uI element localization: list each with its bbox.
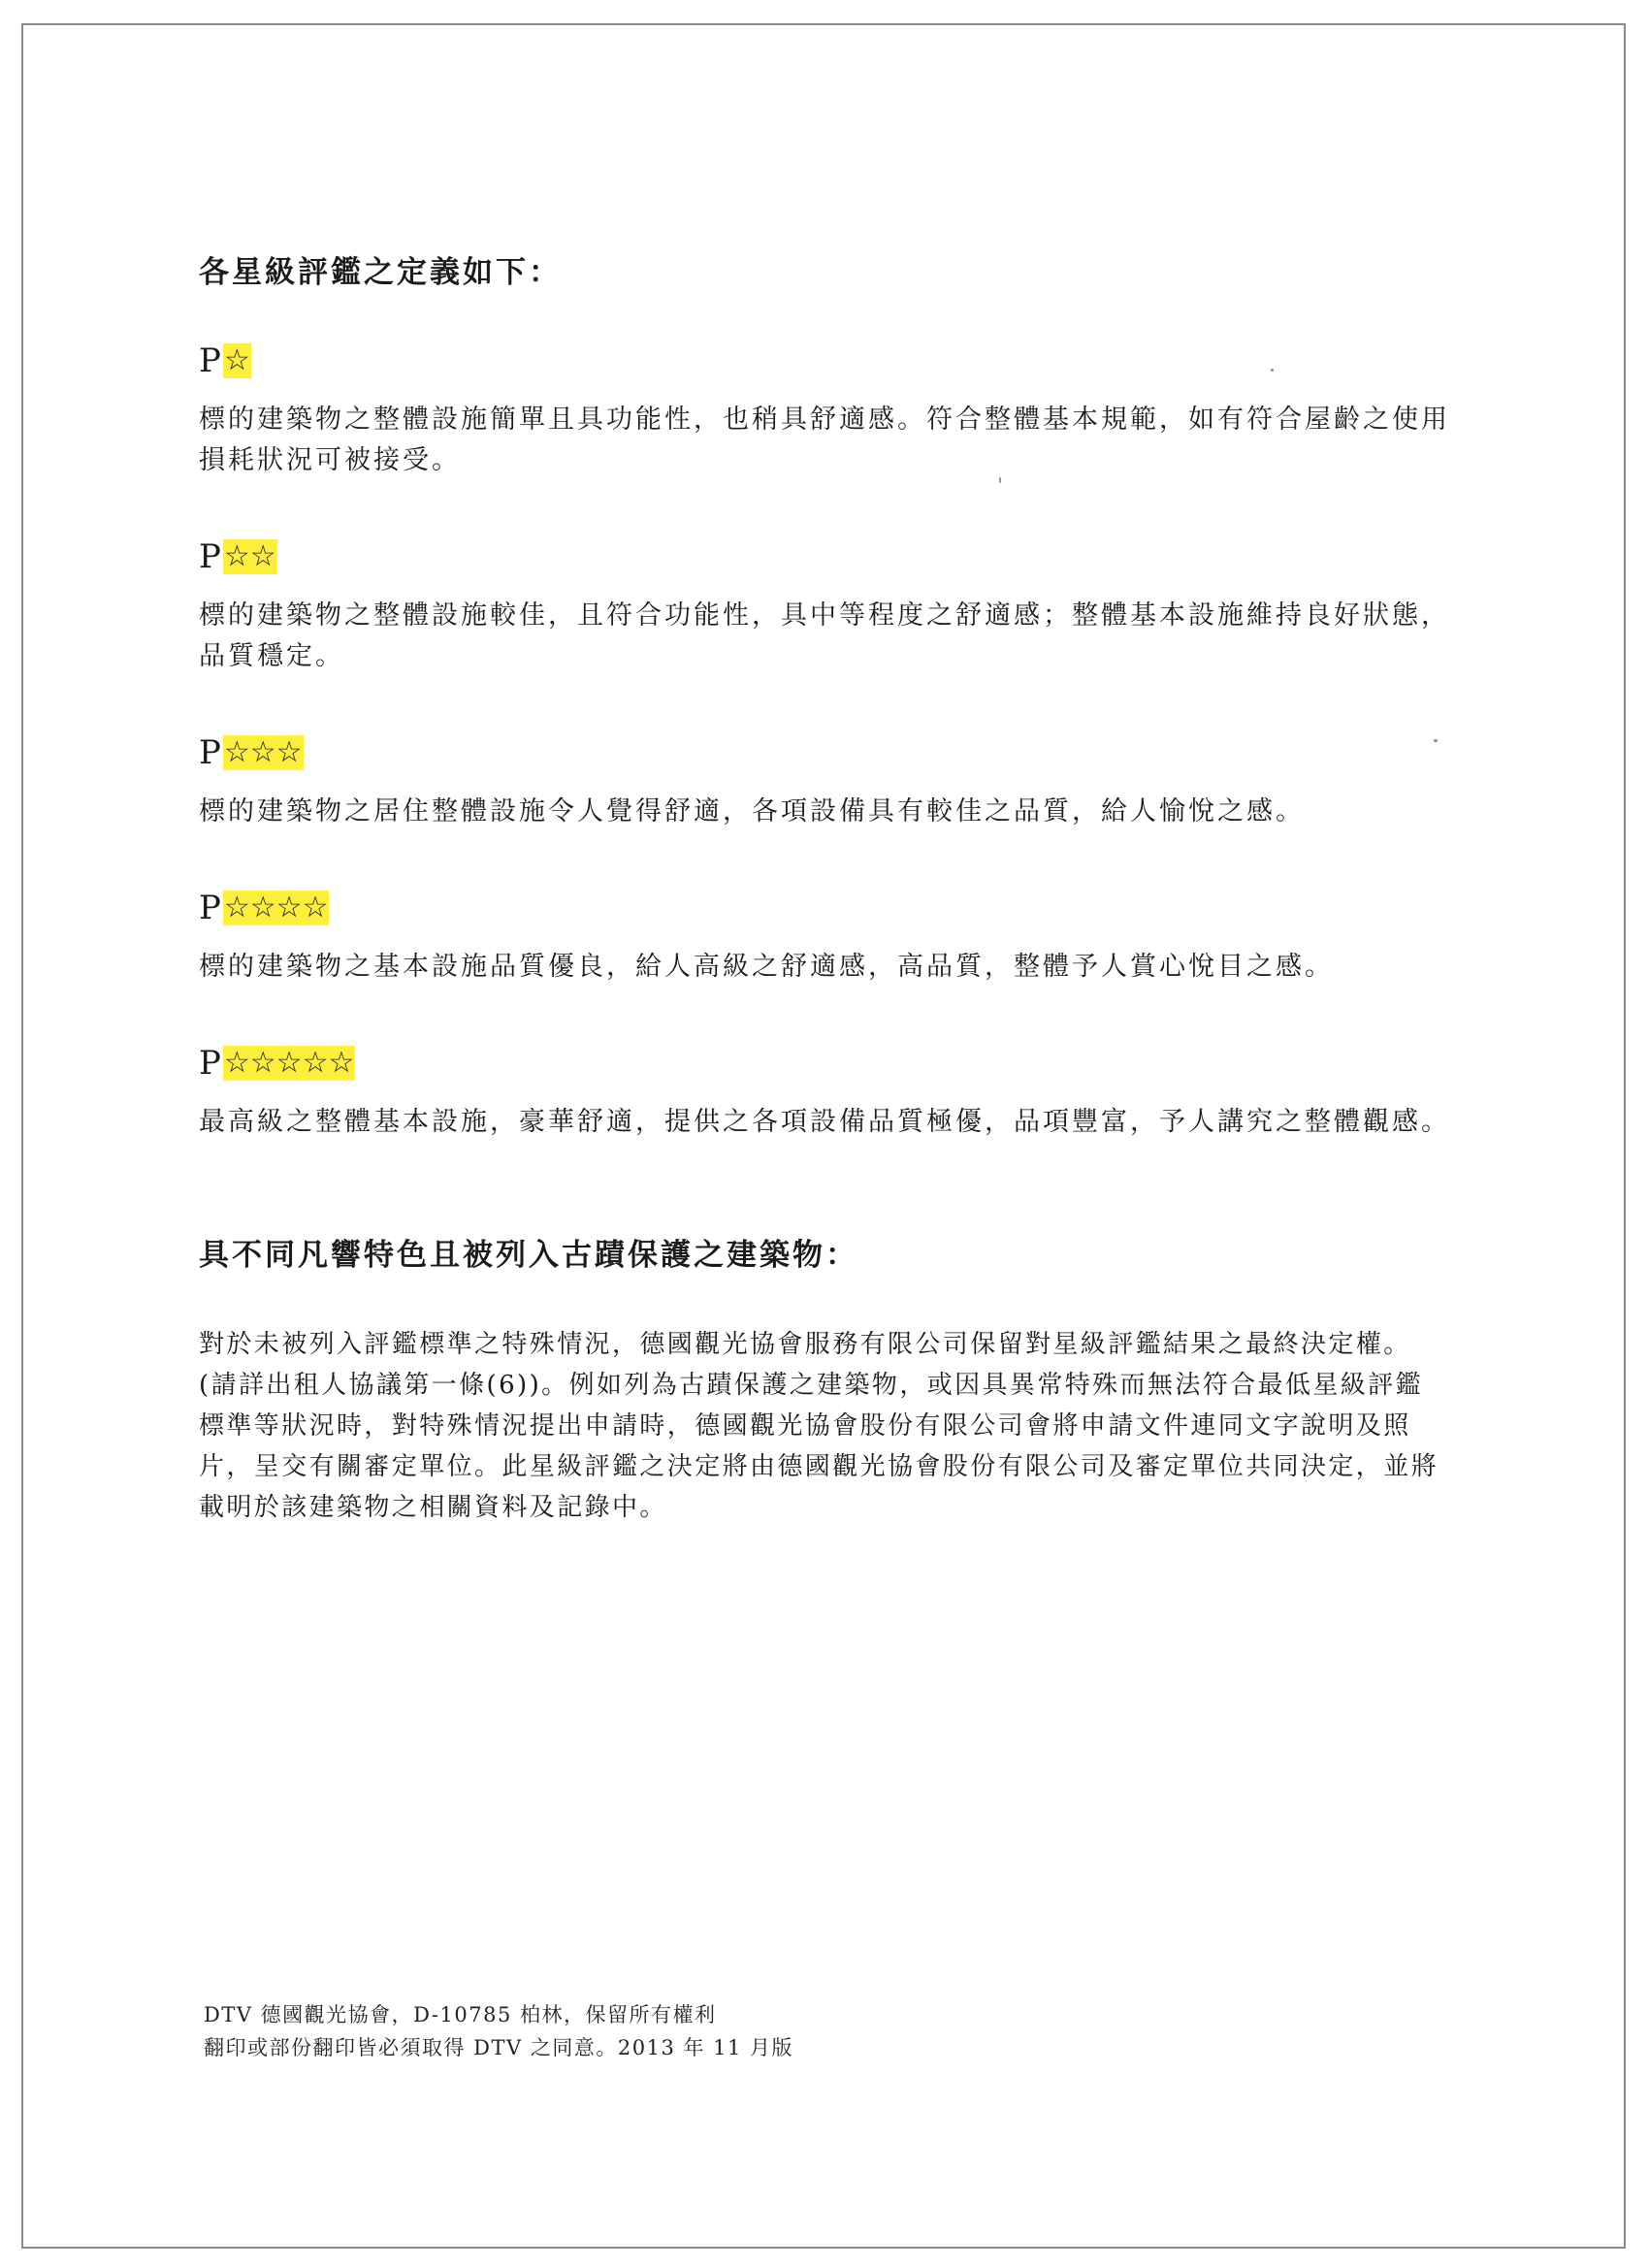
rating-5-stars: [199, 1042, 1450, 1143]
rating-3-stars: [199, 731, 1450, 832]
rating-description: 標的建築物之基本設施品質優良，給人高級之舒適感，高品質，整體予人賞心悅目之感。: [199, 952, 1334, 982]
rating-label: [199, 535, 1450, 578]
rating-letter: P: [199, 1044, 221, 1083]
rating-label: [199, 887, 1450, 929]
rating-letter: P: [199, 733, 221, 772]
definitions-heading: 各星級評鑑之定義如下：: [199, 255, 562, 290]
rating-description: 標的建築物之居住整體設施令人覺得舒適，各項設備具有較佳之品質，給人愉悅之感。: [199, 796, 1305, 826]
rating-label: [199, 1042, 1450, 1085]
rating-2-stars: [199, 535, 1450, 677]
star-icon: ☆☆☆☆☆: [223, 1046, 355, 1080]
star-icon: ☆☆: [223, 539, 276, 573]
star-icon: ☆☆☆: [223, 735, 303, 769]
rating-label: [199, 731, 1450, 774]
rating-4-stars: [199, 887, 1450, 988]
footer: [204, 1998, 793, 2064]
special-heading: 具不同凡響特色且被列入古蹟保護之建築物：: [199, 1238, 858, 1273]
scan-speck: [1434, 739, 1438, 742]
star-icon: ☆☆☆☆: [223, 891, 329, 924]
footer-line-2: 翻印或部份翻印皆必須取得 DTV 之同意。2013 年 11 月版: [204, 2036, 794, 2059]
scan-speck: [999, 477, 1001, 483]
rating-1-star: [199, 340, 1450, 481]
rating-letter: P: [199, 889, 221, 927]
rating-description: 標的建築物之整體設施簡單且具功能性，也稍具舒適感。符合整體基本規範，如有符合屋齡之使用損耗狀況可被接受。: [199, 405, 1450, 475]
scan-speck: [1271, 369, 1274, 372]
special-paragraph: 對於未被列入評鑑標準之特殊情況，德國觀光協會服務有限公司保留對星級評鑑結果之最終決定權。(請詳出租人協議第一條(6))。例如列為古蹟保護之建築物，或因具異常特殊而無法符合最低星級評鑑標準等狀況時，對特殊情況提出申請時，德國觀光協會股份有限公司會將申請文件連同文字說明及照片，呈交有關審定單位。此星級評鑑之決定將由德國觀光協會股份有限公司及審定單位共同決定，並將載明於該建築物之相關資料及記錄中。: [199, 1330, 1439, 1522]
rating-letter: P: [199, 537, 221, 576]
rating-label: [199, 340, 1450, 382]
rating-description: 標的建築物之整體設施較佳，且符合功能性，具中等程度之舒適感；整體基本設施維持良好狀態，品質穩定。: [199, 600, 1450, 671]
rating-description: 最高級之整體基本設施，豪華舒適，提供之各項設備品質極優，品項豐富，予人講究之整體觀感。: [199, 1107, 1450, 1137]
star-icon: ☆: [223, 343, 250, 377]
document-body: [199, 247, 1450, 1528]
footer-line-1: DTV 德國觀光協會，D-10785 柏林，保留所有權利: [204, 2003, 717, 2026]
rating-letter: P: [199, 341, 221, 380]
